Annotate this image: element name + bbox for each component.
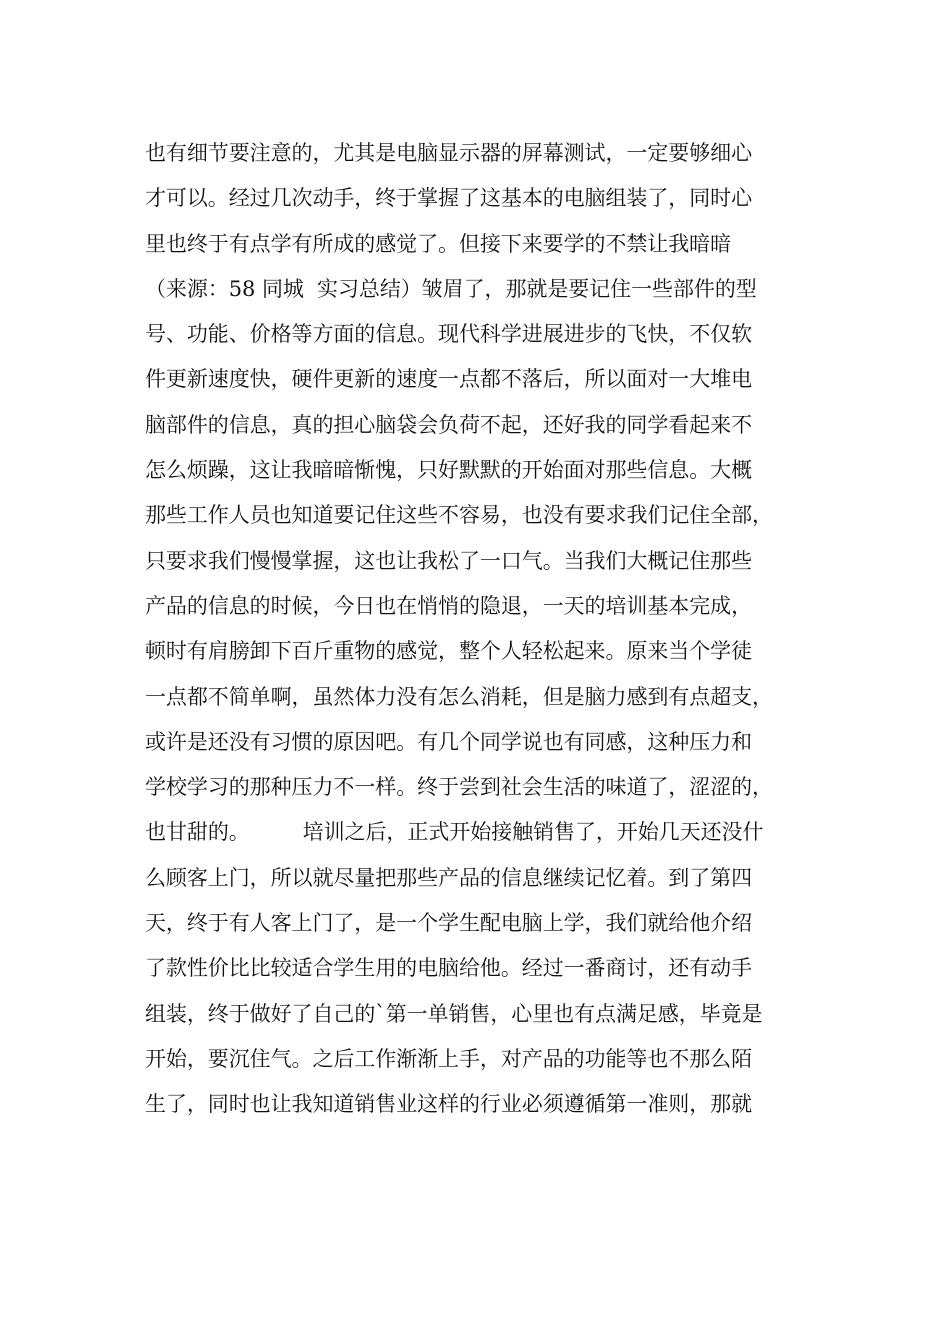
text-line: 只要求我们慢慢掌握，这也让我松了一口气。当我们大概记住那些 xyxy=(145,548,752,573)
text-line: 学校学习的那种压力不一样。终于尝到社会生活的味道了，涩涩的， xyxy=(145,775,773,800)
text-line: 开始，要沉住气。之后工作渐渐上手，对产品的功能等也不那么陌 xyxy=(145,1046,752,1071)
text-line: 号、功能、价格等方面的信息。现代科学进展进步的飞快，不仅软 xyxy=(145,322,752,347)
text-line: 生了，同时也让我知道销售业这样的行业必须遵循第一准则，那就 xyxy=(145,1092,752,1117)
text-line: 一点都不简单啊，虽然体力没有怎么消耗，但是脑力感到有点超支， xyxy=(145,684,773,709)
body-text xyxy=(145,134,815,1131)
text-line: 怎么烦躁，这让我暗暗惭愧，只好默默的开始面对那些信息。大概 xyxy=(145,458,752,483)
text-line: 也甘甜的。 培训之后，正式开始接触销售了，开始几天还没什 xyxy=(145,820,764,845)
text-line: 或许是还没有习惯的原因吧。有几个同学说也有同感，这种压力和 xyxy=(145,729,752,754)
text-line: 么顾客上门，所以就尽量把那些产品的信息继续记忆着。到了第四 xyxy=(145,865,752,890)
text-line: 那些工作人员也知道要记住这些不容易，也没有要求我们记住全部， xyxy=(145,503,773,528)
text-line: 产品的信息的时候，今日也在悄悄的隐退，一天的培训基本完成， xyxy=(145,593,752,618)
text-line: 也有细节要注意的，尤其是电脑显示器的屏幕测试，一定要够细心 xyxy=(145,141,752,165)
text-line: 了款性价比比较适合学生用的电脑给他。经过一番商讨，还有动手 xyxy=(145,956,752,981)
text-line: 里也终于有点学有所成的感觉了。但接下来要学的不禁让我暗暗 xyxy=(145,231,732,256)
text-line: 脑部件的信息，真的担心脑袋会负荷不起，还好我的同学看起来不 xyxy=(145,412,752,437)
text-line: 顿时有肩膀卸下百斤重物的感觉，整个人轻松起来。原来当个学徒 xyxy=(145,639,752,664)
text-line: 天，终于有人客上门了，是一个学生配电脑上学，我们就给他介绍 xyxy=(145,911,752,936)
text-line: 才可以。经过几次动手，终于掌握了这基本的电脑组装了，同时心 xyxy=(145,186,752,211)
text-line: 组装，终于做好了自己的`第一单销售，心里也有点满足感，毕竟是 xyxy=(145,1001,763,1026)
text-line: （来源：58 同城 实习总结）皱眉了，那就是要记住一些部件的型 xyxy=(145,276,757,301)
text-line: 件更新速度快，硬件更新的速度一点都不落后，所以面对一大堆电 xyxy=(145,367,752,392)
